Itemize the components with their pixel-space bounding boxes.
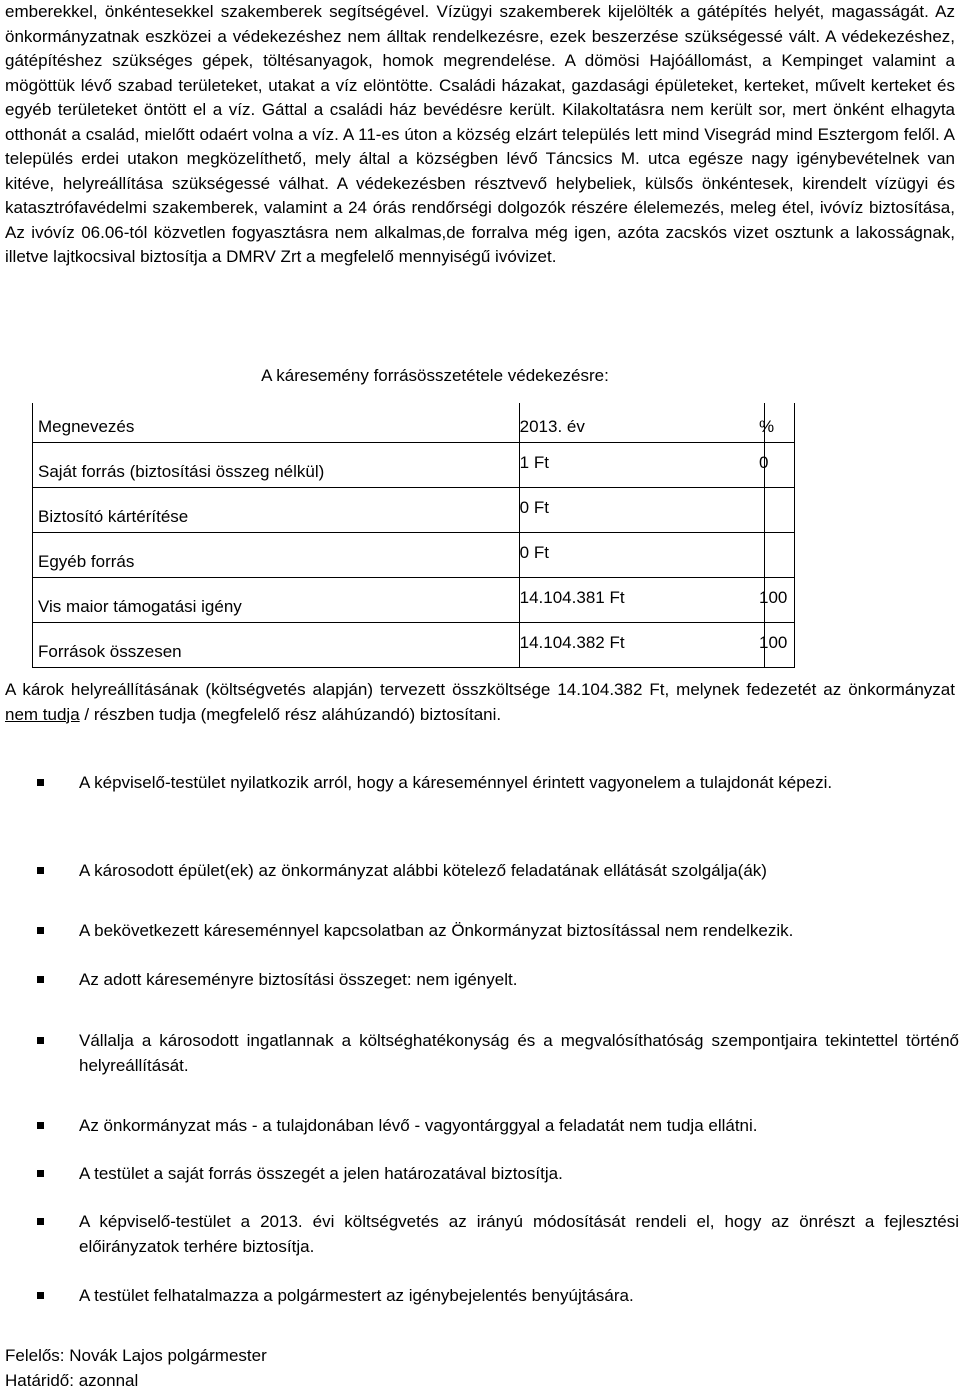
header-name: Megnevezés xyxy=(33,403,520,443)
list-item-text: A képviselő-testület nyilatkozik arról, hogy a káreseménnyel érintett vagyonelem a tulajdonát képezi. xyxy=(79,771,959,796)
table-row xyxy=(33,443,795,488)
square-bullet-icon xyxy=(37,1170,44,1177)
table-row xyxy=(33,578,795,623)
list-item xyxy=(5,1162,955,1187)
footer-block xyxy=(5,1344,267,1393)
row-pct xyxy=(765,443,795,488)
table-header-row xyxy=(33,403,795,443)
row-name: Források összesen xyxy=(33,623,520,668)
list-item-text: Vállalja a károsodott ingatlannak a költséghatékonyság és a megvalósíthatóság szempontjaira tekintettel történő helyreállítását. xyxy=(79,1029,959,1078)
header-pct-label: % xyxy=(759,417,774,436)
row-name: Egyéb forrás xyxy=(33,533,520,578)
table-row xyxy=(33,533,795,578)
row-amount: 14.104.381 Ft xyxy=(519,578,764,623)
row-pct-value: 100 xyxy=(759,633,787,652)
list-item xyxy=(5,1284,955,1309)
square-bullet-icon xyxy=(37,779,44,786)
square-bullet-icon xyxy=(37,1218,44,1225)
row-pct xyxy=(765,578,795,623)
square-bullet-icon xyxy=(37,867,44,874)
list-item xyxy=(5,968,955,993)
list-item xyxy=(5,919,955,944)
total-text-part2: / részben tudja (megfelelő rész aláhúzandó) biztosítani. xyxy=(80,705,501,724)
square-bullet-icon xyxy=(37,1292,44,1299)
row-pct xyxy=(765,533,795,578)
total-underlined-choice: nem tudja xyxy=(5,705,80,724)
row-pct xyxy=(765,623,795,668)
row-pct-value: 100 xyxy=(759,588,787,607)
intro-paragraph: emberekkel, önkéntesekkel szakemberek segítségével. Vízügyi szakemberek kijelölték a gátépítés helyét, magasságát. Az önkormányzatnak eszközei a védekezéshez nem álltak rendelkezésre, ezek beszerzése szükségessé vált. A védekezéshez, gátépítéshez szükséges gépek, töltésanyagok, homok megrendelése. A dömösi Hajóállomást, a Kempinget valamint a mögöttük lévő szabad területeket, utakat a víz elöntötte. Családi házakat, gazdasági épületeket, kerteket, művelt kerteket és egyéb területeket öntött el a víz. Gáttal a családi ház bevédésre került. Kilakoltatásra nem került sor, mert önként elhagyta otthonát a család, mielőtt odaért volna a víz. A 11-es úton a község elzárt település lett mind Visegrád mind Esztergom felől. A település erdei utakon megközelíthető, mely által a községben lévő Táncsics M. utca egésze nagy igénybevételnek van kitéve, helyreállítása szükségessé válhat. A védekezésben résztvevő helybeliek, külsős önkéntesek, kirendelt vízügyi és katasztrófavédelmi szakemberek, valamint a 24 órás rendőrségi dolgozók részére élelemezés, meleg étel, ivóvíz biztosítása, Az ivóvíz 06.06-tól közvetlen fogyasztásra nem alkalmas,de forralva még igen, azóta zacskós vizet osztunk a lakosságnak, illetve lajtkocsival biztosítja a DMRV Zrt a megfelelő mennyiségű ivóvizet. xyxy=(5,0,955,270)
row-amount: 1 Ft xyxy=(519,443,764,488)
total-text-part1: A károk helyreállításának (költségvetés alapján) tervezett összköltsége 14.104.382 Ft, melynek fedezetét az önkormányzat xyxy=(5,680,955,699)
row-amount: 14.104.382 Ft xyxy=(519,623,764,668)
square-bullet-icon xyxy=(37,976,44,983)
row-name: Biztosító kártérítése xyxy=(33,488,520,533)
list-item xyxy=(5,1210,955,1259)
row-name: Vis maior támogatási igény xyxy=(33,578,520,623)
funding-table xyxy=(32,403,795,668)
list-item xyxy=(5,1029,955,1078)
list-item-text: A képviselő-testület a 2013. évi költségvetés az irányú módosítását rendeli el, hogy az önrészt a fejlesztési előirányzatok terhére biztosítja. xyxy=(79,1210,959,1259)
square-bullet-icon xyxy=(37,1037,44,1044)
header-amount: 2013. év xyxy=(519,403,764,443)
list-item xyxy=(5,771,955,796)
list-item-text: A károsodott épület(ek) az önkormányzat alábbi kötelező feladatának ellátását szolgálja(ák) xyxy=(79,859,959,884)
square-bullet-icon xyxy=(37,1122,44,1129)
row-name: Saját forrás (biztosítási összeg nélkül) xyxy=(33,443,520,488)
list-item-text: A testület a saját forrás összegét a jelen határozatával biztosítja. xyxy=(79,1162,959,1187)
list-item xyxy=(5,859,955,884)
list-item xyxy=(5,1114,955,1139)
header-pct xyxy=(765,403,795,443)
responsible-line: Felelős: Novák Lajos polgármester xyxy=(5,1344,267,1369)
list-item-text: Az adott káreseményre biztosítási összeget: nem igényelt. xyxy=(79,968,959,993)
list-item-text: A testület felhatalmazza a polgármestert az igénybejelentés benyújtására. xyxy=(79,1284,959,1309)
list-item-text: Az önkormányzat más - a tulajdonában lévő - vagyontárggyal a feladatát nem tudja ellátni. xyxy=(79,1114,959,1139)
total-cost-paragraph xyxy=(5,678,955,727)
section-title: A káresemény forrásösszetétele védekezésre: xyxy=(5,364,865,389)
row-amount: 0 Ft xyxy=(519,488,764,533)
row-pct xyxy=(765,488,795,533)
row-pct-value: 0 xyxy=(759,453,768,472)
row-amount: 0 Ft xyxy=(519,533,764,578)
list-item-text: A bekövetkezett káreseménnyel kapcsolatban az Önkormányzat biztosítással nem rendelkezik. xyxy=(79,919,959,944)
table-row xyxy=(33,623,795,668)
deadline-line: Határidő: azonnal xyxy=(5,1369,267,1393)
square-bullet-icon xyxy=(37,927,44,934)
table-row xyxy=(33,488,795,533)
